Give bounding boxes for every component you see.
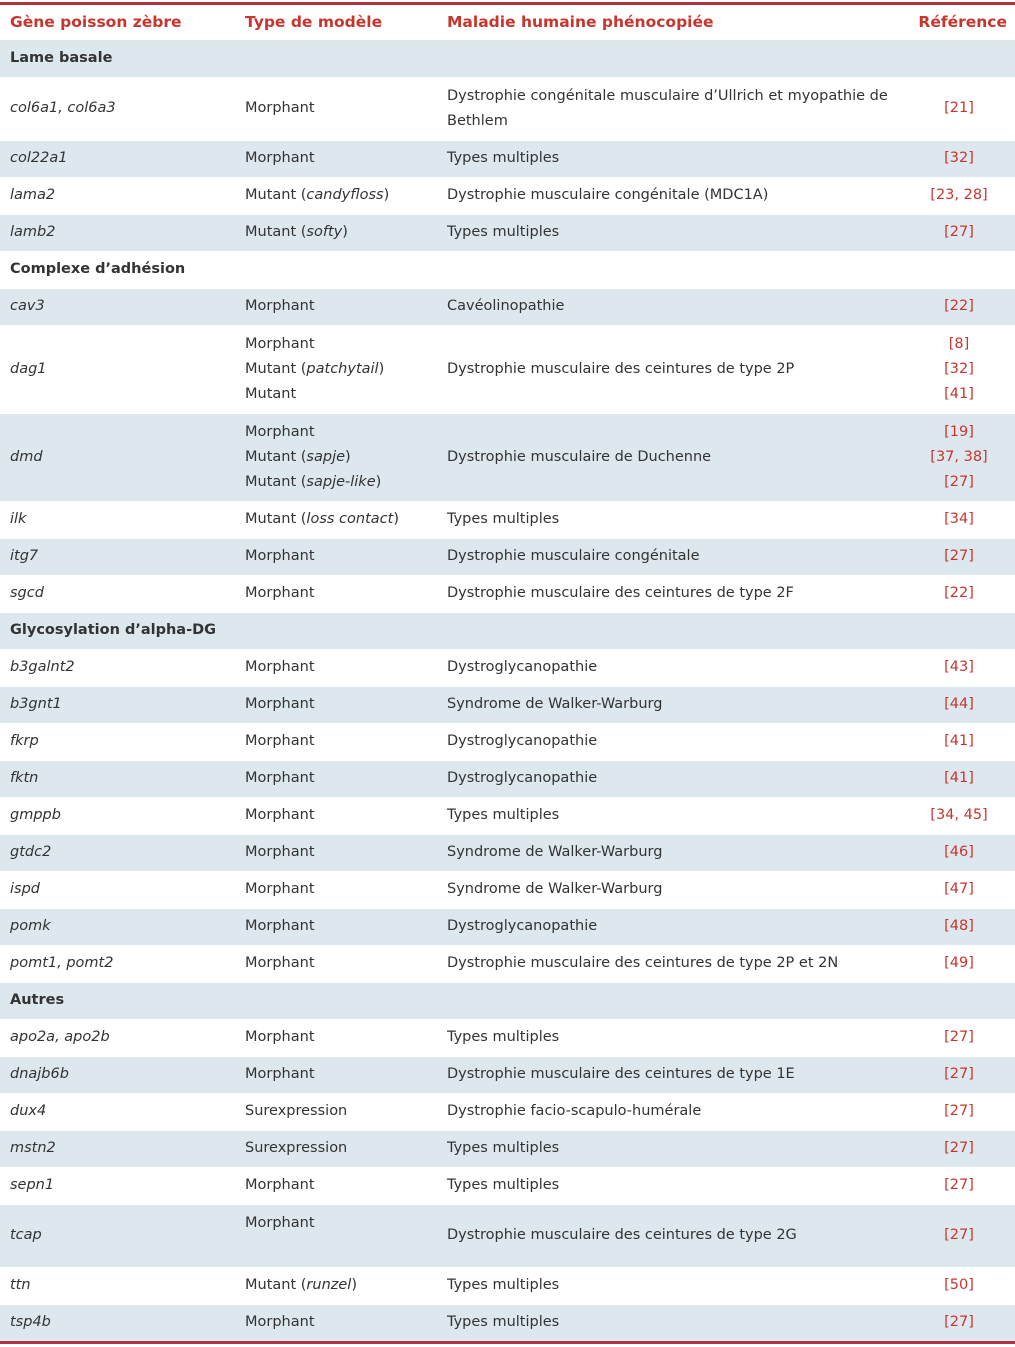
disease-cell: Types multiples bbox=[437, 797, 903, 834]
section-row bbox=[0, 612, 1015, 649]
model-line: Morphant bbox=[245, 335, 315, 352]
model-line bbox=[245, 470, 437, 495]
table-row bbox=[0, 214, 1015, 251]
disease-cell: Dystrophie facio-scapulo-humérale bbox=[437, 1093, 903, 1130]
mutant-name: candyfloss bbox=[306, 187, 384, 203]
disease-cell: Dystrophie musculaire des ceintures de type 2P bbox=[437, 325, 903, 413]
model-cell: Morphant bbox=[235, 797, 437, 834]
gene-cell: fktn bbox=[0, 760, 235, 797]
disease-cell: Types multiples bbox=[437, 1267, 903, 1304]
table-row bbox=[0, 325, 1015, 413]
section-row bbox=[0, 40, 1015, 77]
reference-cell bbox=[903, 413, 1015, 501]
model-text: Mutant ( bbox=[245, 511, 307, 527]
disease-cell: Syndrome de Walker-Warburg bbox=[437, 686, 903, 723]
disease-cell: Dystrophie musculaire congénitale (MDC1A) bbox=[437, 177, 903, 214]
disease-cell: Dystrophie musculaire des ceintures de type 2F bbox=[437, 575, 903, 612]
model-text: Mutant ( bbox=[245, 473, 307, 490]
reference-link[interactable]: [27] bbox=[903, 1130, 1015, 1167]
model-cell: Surexpression bbox=[235, 1093, 437, 1130]
reference-link[interactable]: [48] bbox=[903, 908, 1015, 945]
reference-link[interactable]: [46] bbox=[903, 834, 1015, 871]
model-text: ) bbox=[393, 511, 399, 527]
gene-cell: fkrp bbox=[0, 723, 235, 760]
header-gene: Gène poisson zèbre bbox=[0, 5, 235, 40]
table-row bbox=[0, 1204, 1015, 1267]
model-line bbox=[245, 357, 437, 382]
table-row bbox=[0, 1304, 1015, 1341]
gene-cell: cav3 bbox=[0, 288, 235, 325]
gene-cell: dag1 bbox=[0, 325, 235, 413]
reference-link[interactable]: [27] bbox=[903, 1019, 1015, 1056]
disease-cell: Types multiples bbox=[437, 1019, 903, 1056]
reference-link[interactable]: [23, 28] bbox=[903, 177, 1015, 214]
table-row bbox=[0, 945, 1015, 982]
section-title: Lame basale bbox=[0, 40, 1015, 77]
table-row bbox=[0, 686, 1015, 723]
model-line: Morphant bbox=[245, 423, 315, 440]
model-cell: Morphant bbox=[235, 871, 437, 908]
reference-link[interactable]: [41] bbox=[903, 760, 1015, 797]
reference-link[interactable]: [43] bbox=[903, 649, 1015, 686]
reference-link[interactable]: [37, 38] bbox=[930, 448, 988, 465]
reference-link[interactable]: [21] bbox=[903, 77, 1015, 140]
reference-link[interactable]: [49] bbox=[903, 945, 1015, 982]
reference-link[interactable]: [32] bbox=[944, 360, 974, 377]
reference-link[interactable]: [27] bbox=[903, 538, 1015, 575]
model-cell bbox=[235, 325, 437, 413]
reference-link[interactable]: [27] bbox=[903, 1304, 1015, 1341]
table-row bbox=[0, 288, 1015, 325]
model-cell: Morphant bbox=[235, 1019, 437, 1056]
gene-cell: gtdc2 bbox=[0, 834, 235, 871]
reference-link[interactable]: [8] bbox=[948, 335, 970, 352]
model-cell: Morphant bbox=[235, 760, 437, 797]
reference-link[interactable]: [22] bbox=[903, 575, 1015, 612]
model-text: ) bbox=[375, 473, 382, 490]
reference-link[interactable]: [19] bbox=[944, 423, 974, 440]
reference-link[interactable]: [44] bbox=[903, 686, 1015, 723]
model-cell: Surexpression bbox=[235, 1130, 437, 1167]
zebrafish-models-table bbox=[0, 5, 1015, 1341]
model-cell: Morphant bbox=[235, 723, 437, 760]
model-cell: Morphant bbox=[235, 1204, 437, 1267]
model-cell: Morphant bbox=[235, 1167, 437, 1204]
model-cell: Morphant bbox=[235, 140, 437, 177]
model-text: Mutant ( bbox=[245, 1277, 307, 1293]
model-cell: Morphant bbox=[235, 834, 437, 871]
reference-link[interactable]: [22] bbox=[903, 288, 1015, 325]
disease-cell: Dystrophie musculaire des ceintures de type 2G bbox=[437, 1204, 903, 1267]
model-cell: Morphant bbox=[235, 1304, 437, 1341]
section-title: Autres bbox=[0, 982, 1015, 1019]
disease-cell: Dystrophie musculaire des ceintures de type 2P et 2N bbox=[437, 945, 903, 982]
gene-cell: b3gnt1 bbox=[0, 686, 235, 723]
model-text: ) bbox=[378, 360, 385, 377]
section-title: Glycosylation d’alpha-DG bbox=[0, 612, 1015, 649]
table-row bbox=[0, 871, 1015, 908]
model-cell bbox=[235, 214, 437, 251]
model-cell bbox=[235, 413, 437, 501]
gene-cell: gmppb bbox=[0, 797, 235, 834]
model-text: Mutant ( bbox=[245, 187, 307, 203]
model-cell: Morphant bbox=[235, 1056, 437, 1093]
gene-cell: dnajb6b bbox=[0, 1056, 235, 1093]
reference-link[interactable]: [27] bbox=[903, 1204, 1015, 1267]
mutant-name: patchytail bbox=[306, 360, 379, 377]
gene-cell: itg7 bbox=[0, 538, 235, 575]
table-row bbox=[0, 1019, 1015, 1056]
disease-cell: Dystroglycanopathie bbox=[437, 649, 903, 686]
table-row bbox=[0, 413, 1015, 501]
disease-cell: Types multiples bbox=[437, 1167, 903, 1204]
model-line bbox=[245, 445, 437, 470]
reference-link[interactable]: [27] bbox=[903, 1167, 1015, 1204]
table-row bbox=[0, 723, 1015, 760]
table-row bbox=[0, 140, 1015, 177]
reference-link[interactable]: [50] bbox=[903, 1267, 1015, 1304]
table-row bbox=[0, 1267, 1015, 1304]
header-model: Type de modèle bbox=[235, 5, 437, 40]
reference-link[interactable]: [27] bbox=[903, 1093, 1015, 1130]
gene-cell: sgcd bbox=[0, 575, 235, 612]
disease-cell: Dystroglycanopathie bbox=[437, 908, 903, 945]
table-row bbox=[0, 1167, 1015, 1204]
gene-cell: tsp4b bbox=[0, 1304, 235, 1341]
table-row bbox=[0, 760, 1015, 797]
model-text: Mutant ( bbox=[245, 224, 307, 240]
table-row bbox=[0, 649, 1015, 686]
model-cell bbox=[235, 501, 437, 538]
gene-cell: col22a1 bbox=[0, 140, 235, 177]
model-cell: Morphant bbox=[235, 288, 437, 325]
model-text: Mutant ( bbox=[245, 360, 307, 377]
model-cell: Morphant bbox=[235, 686, 437, 723]
model-text: ) bbox=[345, 448, 351, 465]
mutant-name: sapje bbox=[306, 448, 346, 465]
gene-cell: lamb2 bbox=[0, 214, 235, 251]
model-text: ) bbox=[351, 1277, 357, 1293]
mutant-name: loss contact bbox=[306, 511, 394, 527]
table-row bbox=[0, 538, 1015, 575]
bottom-rule bbox=[0, 1341, 1015, 1344]
model-cell: Morphant bbox=[235, 538, 437, 575]
disease-cell: Cavéolinopathie bbox=[437, 288, 903, 325]
header-disease: Maladie humaine phénocopiée bbox=[437, 5, 903, 40]
table-row bbox=[0, 1056, 1015, 1093]
disease-cell: Types multiples bbox=[437, 1304, 903, 1341]
table-row bbox=[0, 77, 1015, 140]
model-cell: Morphant bbox=[235, 649, 437, 686]
disease-cell: Syndrome de Walker-Warburg bbox=[437, 871, 903, 908]
header-row bbox=[0, 5, 1015, 40]
mutant-name: sapje-like bbox=[306, 473, 376, 490]
gene-cell: lama2 bbox=[0, 177, 235, 214]
gene-cell: b3galnt2 bbox=[0, 649, 235, 686]
gene-cell: mstn2 bbox=[0, 1130, 235, 1167]
section-row bbox=[0, 982, 1015, 1019]
reference-link[interactable]: [41] bbox=[944, 385, 974, 402]
gene-cell: tcap bbox=[0, 1204, 235, 1267]
disease-cell: Dystroglycanopathie bbox=[437, 723, 903, 760]
reference-link[interactable]: [47] bbox=[903, 871, 1015, 908]
reference-link[interactable]: [27] bbox=[903, 214, 1015, 251]
gene-cell: col6a1, col6a3 bbox=[0, 77, 235, 140]
disease-cell: Dystroglycanopathie bbox=[437, 760, 903, 797]
gene-cell: ilk bbox=[0, 501, 235, 538]
gene-cell: ttn bbox=[0, 1267, 235, 1304]
gene-cell: pomt1, pomt2 bbox=[0, 945, 235, 982]
reference-link[interactable]: [27] bbox=[903, 1056, 1015, 1093]
table-row bbox=[0, 177, 1015, 214]
model-cell bbox=[235, 1267, 437, 1304]
gene-cell: apo2a, apo2b bbox=[0, 1019, 235, 1056]
model-text: Mutant ( bbox=[245, 448, 307, 465]
table-row bbox=[0, 1093, 1015, 1130]
model-cell: Morphant bbox=[235, 575, 437, 612]
model-text: ) bbox=[383, 187, 390, 203]
gene-cell: ispd bbox=[0, 871, 235, 908]
disease-cell: Types multiples bbox=[437, 501, 903, 538]
table-row bbox=[0, 797, 1015, 834]
gene-cell: dmd bbox=[0, 413, 235, 501]
model-text: ) bbox=[342, 224, 348, 240]
reference-link[interactable]: [34, 45] bbox=[903, 797, 1015, 834]
model-cell: Morphant bbox=[235, 908, 437, 945]
reference-cell bbox=[903, 325, 1015, 413]
table-row bbox=[0, 575, 1015, 612]
reference-link[interactable]: [41] bbox=[903, 723, 1015, 760]
model-cell bbox=[235, 177, 437, 214]
table-row bbox=[0, 908, 1015, 945]
disease-cell: Syndrome de Walker-Warburg bbox=[437, 834, 903, 871]
gene-cell: sepn1 bbox=[0, 1167, 235, 1204]
disease-cell: Types multiples bbox=[437, 214, 903, 251]
disease-cell: Types multiples bbox=[437, 140, 903, 177]
reference-link[interactable]: [32] bbox=[903, 140, 1015, 177]
table-row bbox=[0, 834, 1015, 871]
mutant-name: runzel bbox=[306, 1277, 352, 1293]
gene-cell: pomk bbox=[0, 908, 235, 945]
section-title: Complexe d’adhésion bbox=[0, 251, 1015, 288]
table-row bbox=[0, 1130, 1015, 1167]
disease-cell: Dystrophie musculaire congénitale bbox=[437, 538, 903, 575]
disease-cell: Dystrophie congénitale musculaire d’Ullrich et myopathie de Bethlem bbox=[437, 77, 903, 140]
mutant-name: softy bbox=[306, 224, 343, 240]
section-row bbox=[0, 251, 1015, 288]
disease-cell: Dystrophie musculaire de Duchenne bbox=[437, 413, 903, 501]
disease-cell: Types multiples bbox=[437, 1130, 903, 1167]
model-cell: Morphant bbox=[235, 945, 437, 982]
model-cell: Morphant bbox=[235, 77, 437, 140]
table-row bbox=[0, 501, 1015, 538]
header-reference: Référence bbox=[903, 5, 1015, 40]
model-line: Mutant bbox=[245, 385, 297, 402]
reference-link[interactable]: [34] bbox=[903, 501, 1015, 538]
reference-link[interactable]: [27] bbox=[944, 473, 974, 490]
gene-cell: dux4 bbox=[0, 1093, 235, 1130]
disease-cell: Dystrophie musculaire des ceintures de type 1E bbox=[437, 1056, 903, 1093]
